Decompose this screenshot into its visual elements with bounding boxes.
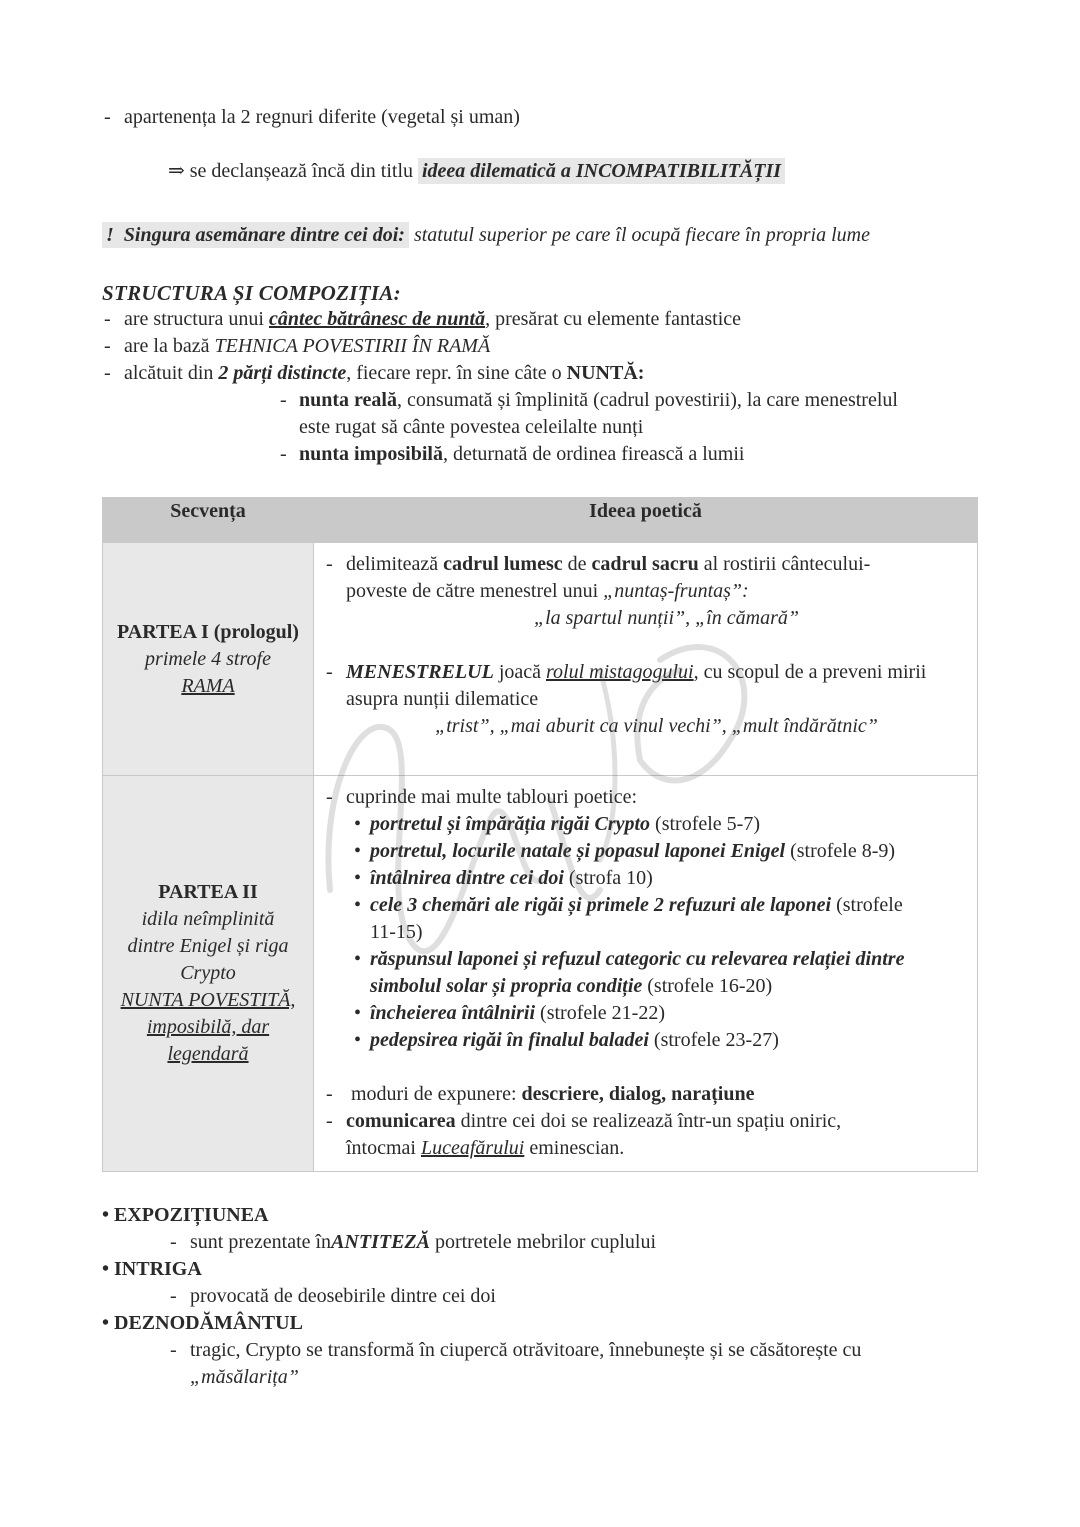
heading-text: EXPOZIȚIUNEA (114, 1204, 269, 1226)
quote-line: „trist”, „mai aburit ca vinul vechi”, „mult îndărătnic” (435, 715, 878, 737)
emphasis: răspunsul laponei și refuzul categoric cu relevarea relației dintre (370, 948, 905, 970)
cell-ideea-1 (314, 543, 978, 776)
part-subtitle: Crypto (180, 962, 236, 984)
cell-partea-2 (103, 776, 314, 1172)
text: cuprinde mai multe tablouri poetice: (346, 786, 638, 808)
arrow-icon: ⇒ (168, 160, 185, 182)
dash-marker: - (280, 443, 287, 465)
text: dintre cei doi se realizează într-un spațiu oniric, (460, 1110, 842, 1132)
dash-marker: - (104, 335, 111, 357)
heading-text: DEZNODĂMÂNTUL (114, 1312, 303, 1334)
text: (strofa 10) (563, 867, 653, 889)
text: moduri de expunere: (351, 1083, 517, 1105)
part-subtitle: legendară (167, 1043, 249, 1065)
dash-marker: - (170, 1285, 177, 1307)
text: are la bază (124, 335, 210, 357)
dash-marker: - (104, 362, 111, 384)
emphasis: descriere, dialog, narațiune (521, 1083, 755, 1105)
part-subtitle: primele 4 strofe (145, 647, 271, 670)
list-item (370, 946, 967, 1000)
deznodamantul-desc-2: „măsălarița” (190, 1366, 299, 1388)
text: al rostirii cântecului- (703, 553, 871, 575)
text: (strofele 5-7) (650, 813, 760, 835)
emphasis: rolul mistagogului (546, 661, 694, 683)
list-item (370, 892, 967, 946)
dash-marker: - (104, 308, 111, 330)
list-item (370, 865, 967, 892)
table-row (103, 776, 978, 1172)
nunta-reala-line (299, 387, 898, 414)
dilema-text: se declanșează încă din titlu (189, 160, 413, 182)
emphasis: Luceafărului (420, 1137, 525, 1159)
text: are structura unui (124, 308, 264, 330)
text: asupra nunții dilematice (346, 688, 539, 710)
text: alcătuit din (124, 362, 214, 384)
dash-marker: - (280, 389, 287, 411)
asemanare-label: Singura asemănare dintre cei doi: (123, 224, 405, 246)
idea-item (326, 551, 967, 605)
text: , cu scopul de a preveni mirii (693, 661, 927, 683)
emphasis: cântec bătrânesc de nuntă (268, 308, 486, 330)
emphasis: NUNTĂ: (566, 362, 645, 384)
nunta-imposibila-line (299, 441, 744, 468)
structura-item-3 (124, 360, 644, 387)
emphasis: portretul și împărăția rigăi Crypto (370, 813, 651, 835)
emphasis: simbolul solar și propria condiție (370, 975, 643, 997)
part-subtitle: imposibilă, dar (146, 1016, 270, 1038)
dash-marker: - (104, 106, 111, 128)
idea-item (326, 1081, 967, 1108)
part-title: PARTEA II (158, 881, 258, 903)
text: , deturnată de ordinea firească a lumii (442, 443, 745, 465)
text: (strofele 21-22) (535, 1002, 665, 1024)
emphasis: cadrul lumesc (443, 553, 563, 575)
column-header-secventa: Secvența (103, 498, 314, 543)
column-header-ideea: Ideea poetică (314, 498, 978, 543)
emphasis: ANTITEZĂ (331, 1231, 430, 1253)
text: , presărat cu elemente fantastice (485, 308, 742, 330)
list-item (370, 838, 967, 865)
emphasis: nunta imposibilă (299, 443, 443, 465)
deznodamantul-desc: tragic, Crypto se transformă în ciupercă otrăvitoare, înnebunește și se căsătorește cu (190, 1339, 862, 1361)
part-subtitle: dintre Enigel și riga (127, 935, 289, 957)
tablouri-list (326, 811, 967, 1054)
structura-item-1 (124, 306, 741, 333)
exclamation-mark: ! (106, 224, 114, 246)
text: (strofele 23-27) (648, 1029, 779, 1051)
idea-item (326, 659, 967, 713)
emphasis: pedepsirea rigăi în finalul baladei (370, 1029, 649, 1051)
text: , consumată și împlinită (cadrul povestirii), la care menestrelul (396, 389, 898, 411)
regnuri-line: apartenența la 2 regnuri diferite (vegetal și uman) (124, 106, 520, 128)
text: (strofele (831, 894, 903, 916)
part-title: PARTEA I (prologul) (117, 620, 299, 643)
intriga-desc: provocată de deosebirile dintre cei doi (190, 1285, 496, 1307)
emphasis: cele 3 chemări ale rigăi și primele 2 refuzuri ale laponei (370, 894, 832, 916)
deznodamantul-heading: • DEZNODĂMÂNTUL (102, 1312, 303, 1334)
part-subtitle: NUNTA POVESTITĂ, (120, 989, 296, 1011)
cell-ideea-2 (314, 776, 978, 1172)
heading-text: INTRIGA (114, 1258, 202, 1280)
emphasis: cadrul sacru (591, 553, 699, 575)
list-item (370, 1000, 967, 1027)
cell-partea-1 (103, 543, 314, 776)
text: (strofele 8-9) (785, 840, 896, 862)
text: poveste de către menestrel unui (346, 580, 599, 602)
quote: „nuntaș-fruntaș”: (603, 580, 749, 602)
dash-marker: - (170, 1339, 177, 1361)
idea-item (326, 784, 967, 811)
text: de (567, 553, 587, 575)
emphasis: întâlnirea dintre cei doi (370, 867, 564, 889)
emphasis: încheierea întâlnirii (370, 1002, 536, 1024)
emphasis: TEHNICA POVESTIRII ÎN RAMĂ (214, 335, 491, 357)
text: delimitează (346, 553, 439, 575)
asemanare-line (102, 222, 870, 249)
nunta-reala-line-2: este rugat să cânte povestea celeilalte nunți (299, 416, 644, 438)
quote-line: „la spartul nunții”, „în cămară” (533, 607, 800, 629)
section-title-structura: STRUCTURA ȘI COMPOZIȚIA: (102, 281, 401, 305)
part-subtitle: RAMA (181, 674, 235, 697)
emphasis: portretul, locurile natale și popasul laponei Enigel (370, 840, 786, 862)
text: întocmai (346, 1137, 416, 1159)
dilema-line (168, 158, 785, 185)
dash-marker: - (170, 1231, 177, 1253)
text: portretele mebrilor cuplului (434, 1231, 657, 1253)
part-subtitle: idila neîmplinită (141, 908, 275, 930)
asemanare-text: statutul superior pe care îl ocupă fiecare în propria lume (413, 224, 870, 246)
text: sunt prezentate în (190, 1231, 332, 1253)
text: eminescian. (529, 1137, 625, 1159)
emphasis: MENESTRELUL (346, 661, 494, 683)
asemanare-highlight (102, 222, 409, 248)
structura-item-2 (124, 333, 490, 360)
expozitiunea-heading: • EXPOZIȚIUNEA (102, 1204, 269, 1226)
text: (strofele 16-20) (642, 975, 773, 997)
table-row (103, 543, 978, 776)
text: , fiecare repr. în sine câte o (346, 362, 562, 384)
text: joacă (498, 661, 541, 683)
intriga-heading: • INTRIGA (102, 1258, 202, 1280)
emphasis: nunta reală (299, 389, 397, 411)
list-item (370, 1027, 967, 1054)
dilema-highlight: ideea dilematică a INCOMPATIBILITĂȚII (418, 158, 785, 184)
emphasis: comunicarea (346, 1110, 456, 1132)
emphasis: 2 părți distincte (218, 362, 347, 384)
list-item (370, 811, 967, 838)
expozitiunea-desc (190, 1229, 656, 1256)
sequence-table (102, 497, 978, 1172)
text: 11-15) (370, 921, 423, 943)
idea-item (326, 1108, 967, 1162)
